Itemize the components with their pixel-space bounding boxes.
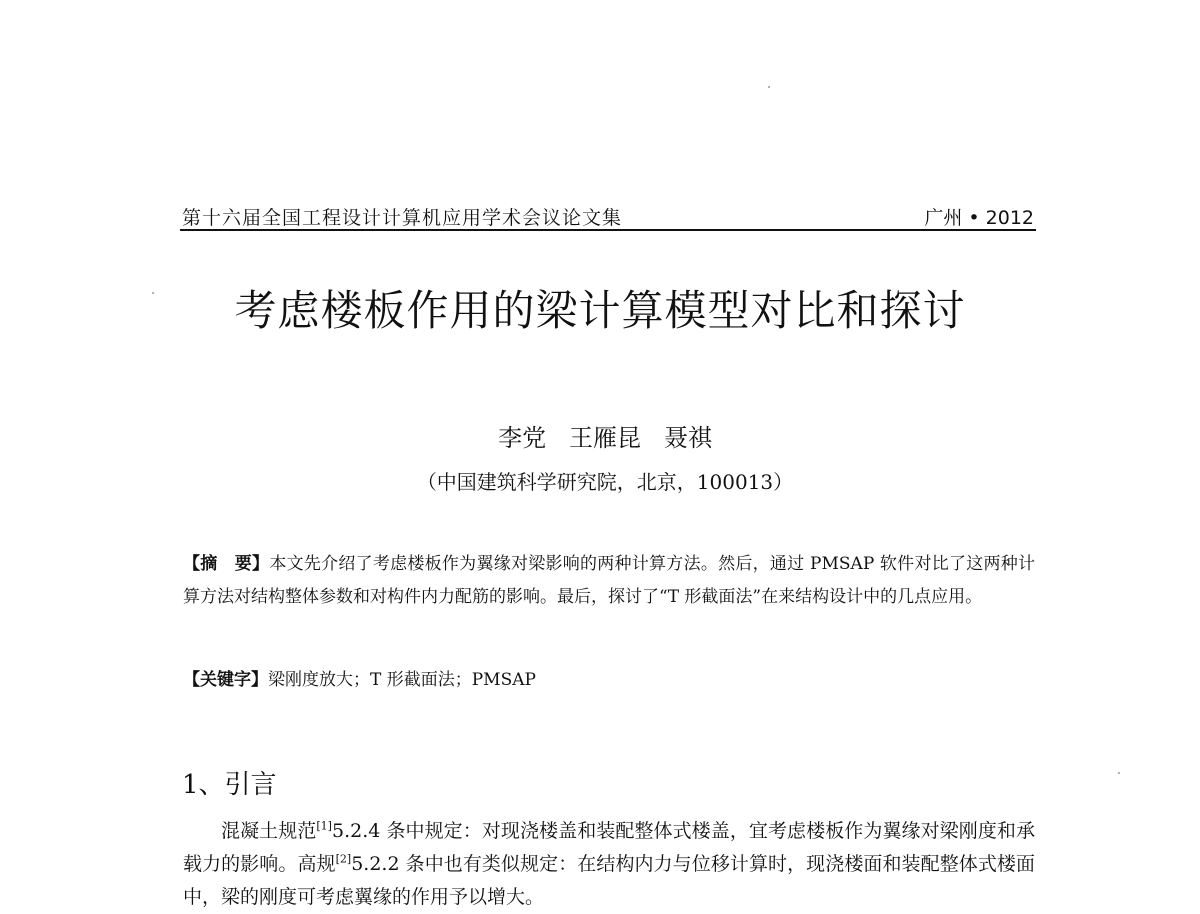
running-header <box>180 203 1036 231</box>
keywords-text: 梁刚度放大；T 形截面法；PMSAP <box>268 670 536 690</box>
scan-speck <box>1118 772 1120 774</box>
keywords-block <box>183 666 1035 694</box>
citation-ref-2: [2] <box>335 852 352 866</box>
paragraph-text-part-1: 混凝土规范 <box>221 820 317 842</box>
keywords-label: 【关键字】 <box>183 670 268 690</box>
scan-speck <box>152 292 154 294</box>
abstract-text: 本文先介绍了考虑楼板作为翼缘对梁影响的两种计算方法。然后，通过 PMSAP 软件对比了这两种计算方法对结构整体参数和对构件内力配筋的影响。最后，探讨了“T 形截面法”在来结构设计中的几点应用。 <box>183 554 1036 607</box>
author-list: 李党 王雁昆 聂祺 <box>498 424 712 452</box>
section-heading-introduction: 1、引言 <box>182 770 277 800</box>
paper-title: 考虑楼板作用的梁计算模型对比和探讨 <box>234 286 966 335</box>
abstract-label: 【摘 要】 <box>183 554 270 574</box>
introduction-paragraph <box>183 815 1035 914</box>
abstract-block <box>183 548 1035 614</box>
affiliation: （中国建筑科学研究院，北京，100013） <box>416 470 794 494</box>
paragraph-text-part-3: 5.2.2 条中也有类似规定：在结构内力与位移计算时，现浇楼面和装配整体式楼面中，梁的刚度可考虑翼缘的作用予以增大。 <box>183 853 1035 908</box>
citation-ref-1: [1] <box>316 819 332 833</box>
scan-speck <box>768 86 770 88</box>
journal-name: 第十六届全国工程设计计算机应用学术会议论文集 <box>182 207 623 229</box>
paragraph-text-part-2: 5.2.4 条中规定：对现浇楼盖和装配整体式楼盖，宜考虑楼板作为翼缘对梁刚度和承载力的影响。高规 <box>183 820 1035 875</box>
location-year: 广州 • 2012 <box>924 207 1034 229</box>
